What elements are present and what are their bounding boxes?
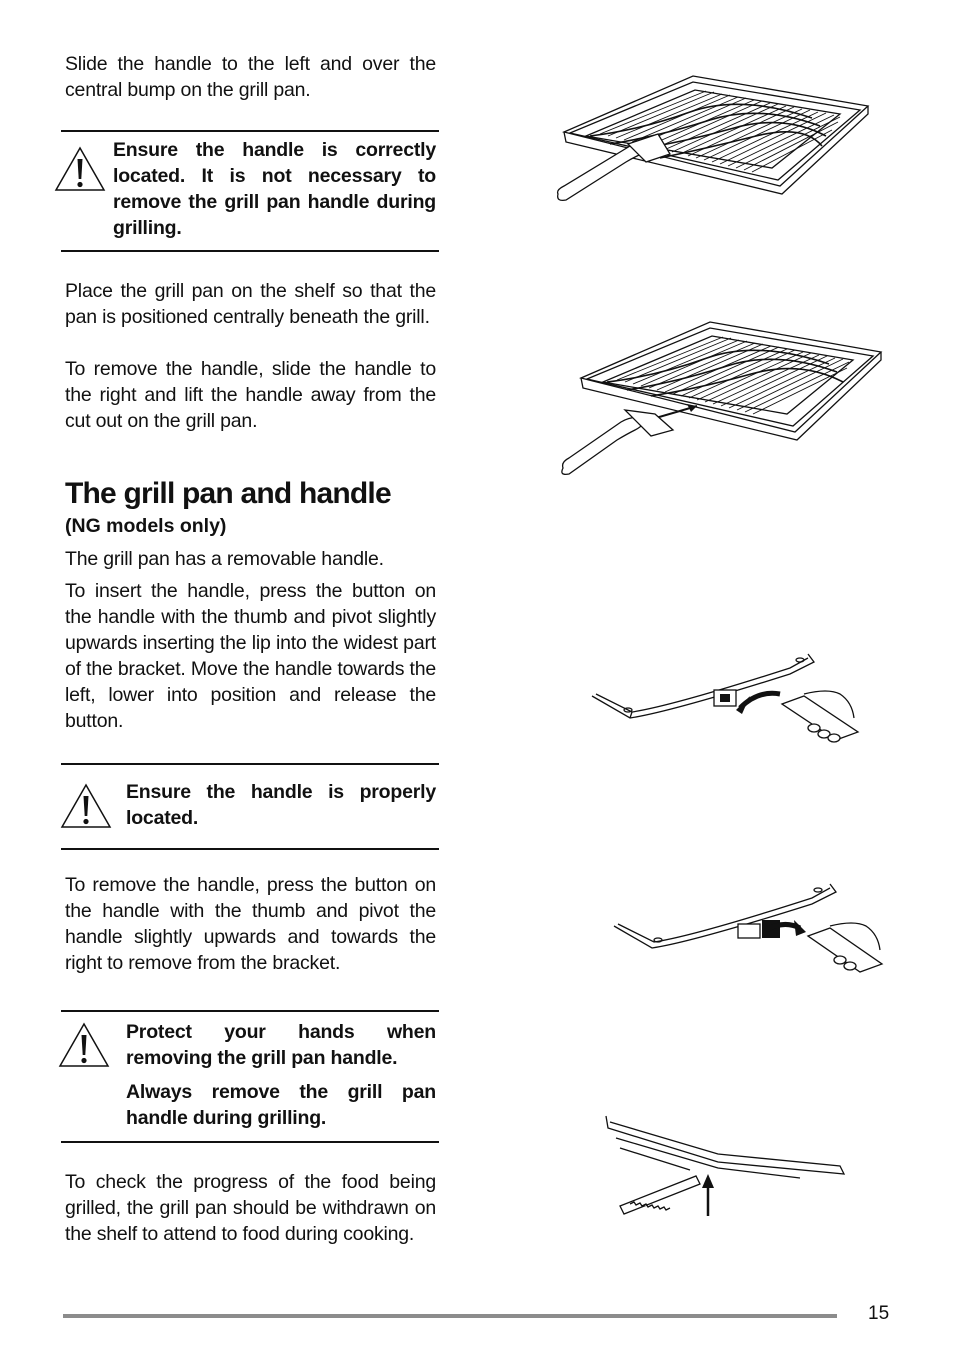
- warning-triangle-icon: [60, 783, 112, 829]
- text-check-progress: To check the progress of the food being grilled, the grill pan should be withdrawn on the shelf to attend to food during cooking.: [65, 1171, 436, 1245]
- text-insert-handle: To insert the handle, press the button on the handle with the thumb and pivot slightly upwards inserting the lip into the widest part of the bracket. Move the handle towards the left, lower into position and release the button.: [65, 580, 436, 732]
- warning-triangle-icon: [58, 1022, 110, 1068]
- warning-triangle-icon: [54, 146, 106, 192]
- text-remove-press-button: To remove the handle, press the button on the handle with the thumb and pivot the handle slightly upwards and towards the right to remove from the bracket.: [65, 874, 436, 974]
- insert-handle-bracket-illustration: [590, 648, 865, 748]
- warning-text-always-remove: Always remove the grill pan handle during grilling.: [126, 1081, 436, 1129]
- text-remove-handle-right: To remove the handle, slide the handle to the right and lift the handle away from the cut out on the grill pan.: [65, 358, 436, 432]
- warning-rule-top: [61, 763, 439, 765]
- section-title: The grill pan and handle: [65, 477, 391, 510]
- warning-rule-bottom: [61, 1141, 439, 1143]
- warning-rule-bottom: [61, 848, 439, 850]
- footer-rule: [63, 1314, 837, 1318]
- grill-pan-handle-left-illustration: [550, 70, 880, 210]
- section-subtitle: (NG models only): [65, 515, 227, 537]
- warning-text-protect-hands: Protect your hands when removing the grill pan handle.: [126, 1021, 436, 1069]
- warning-text-correctly-located: Ensure the handle is correctly located. It is not necessary to remove the grill pan handle during grilling.: [113, 139, 436, 239]
- text-removable-handle: The grill pan has a removable handle.: [65, 548, 384, 570]
- warning-text-properly-located: Ensure the handle is properly located.: [126, 781, 436, 829]
- grill-pan-underside-illustration: [600, 1108, 850, 1223]
- text-place-pan: Place the grill pan on the shelf so that the pan is positioned centrally beneath the grill.: [65, 280, 436, 328]
- warning-rule-top: [61, 130, 439, 132]
- grill-pan-handle-remove-illustration: [555, 316, 885, 481]
- text-slide-handle-left: Slide the handle to the left and over the central bump on the grill pan.: [65, 53, 436, 101]
- remove-handle-bracket-illustration: [612, 876, 887, 976]
- warning-rule-bottom: [61, 250, 439, 252]
- page-number: 15: [868, 1303, 890, 1324]
- warning-rule-top: [61, 1010, 439, 1012]
